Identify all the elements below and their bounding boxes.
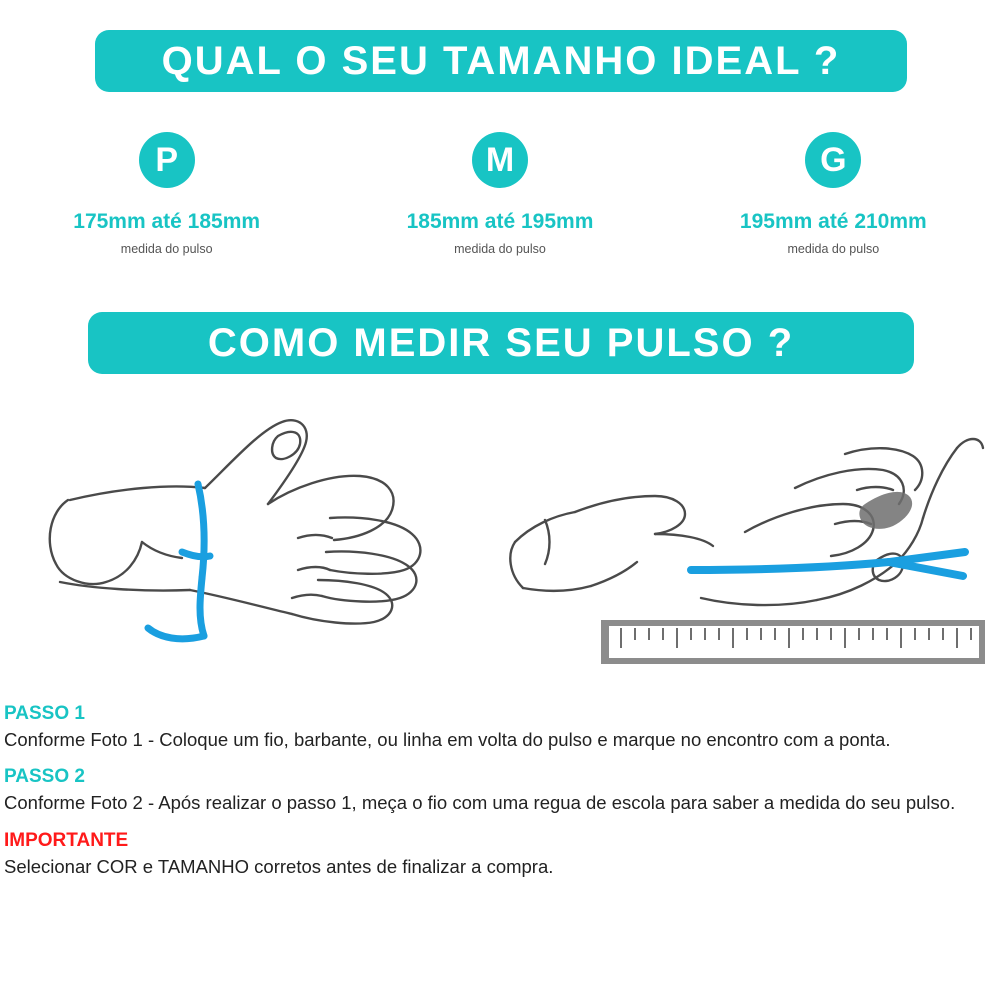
ruler-shape: [601, 620, 985, 664]
size-badge-m: M: [472, 132, 528, 188]
size-option-p: [0, 132, 333, 256]
howto-title-banner: [88, 312, 914, 374]
sizes-title-text: QUAL O SEU TAMANHO IDEAL ?: [161, 38, 841, 83]
sizes-title-banner: [95, 30, 907, 92]
size-badge-g: G: [805, 132, 861, 188]
size-option-g: [667, 132, 1000, 256]
size-caption-p: medida do pulso: [120, 242, 213, 256]
size-option-m: [333, 132, 666, 256]
hand-with-string-icon: [30, 392, 500, 682]
size-badge-p: P: [139, 132, 195, 188]
step-2-heading: PASSO 2: [4, 766, 85, 788]
step-1-body: Conforme Foto 1 - Coloque um fio, barbante, ou linha em volta do pulso e marque no encontro com a ponta.: [4, 729, 891, 750]
step-1-heading: PASSO 1: [4, 703, 85, 724]
instructions-block: [4, 703, 994, 893]
size-range-p: 175mm até 185mm: [73, 210, 261, 233]
hand-with-ruler-icon: [505, 392, 985, 682]
step-2-body: Conforme Foto 2 - Após realizar o passo 1, meça o fio com uma regua de escola para saber a medida do seu pulso.: [4, 792, 956, 814]
size-range-m: 185mm até 195mm: [406, 210, 594, 233]
important-body: Selecionar COR e TAMANHO corretos antes de finalizar a compra.: [4, 855, 554, 877]
size-options-row: [0, 132, 1000, 256]
size-caption-g: medida do pulso: [787, 242, 880, 256]
important-heading: IMPORTANTE: [4, 829, 129, 851]
howto-title-text: COMO MEDIR SEU PULSO ?: [207, 320, 795, 365]
size-caption-m: medida do pulso: [454, 242, 546, 256]
size-range-g: 195mm até 210mm: [739, 210, 927, 233]
